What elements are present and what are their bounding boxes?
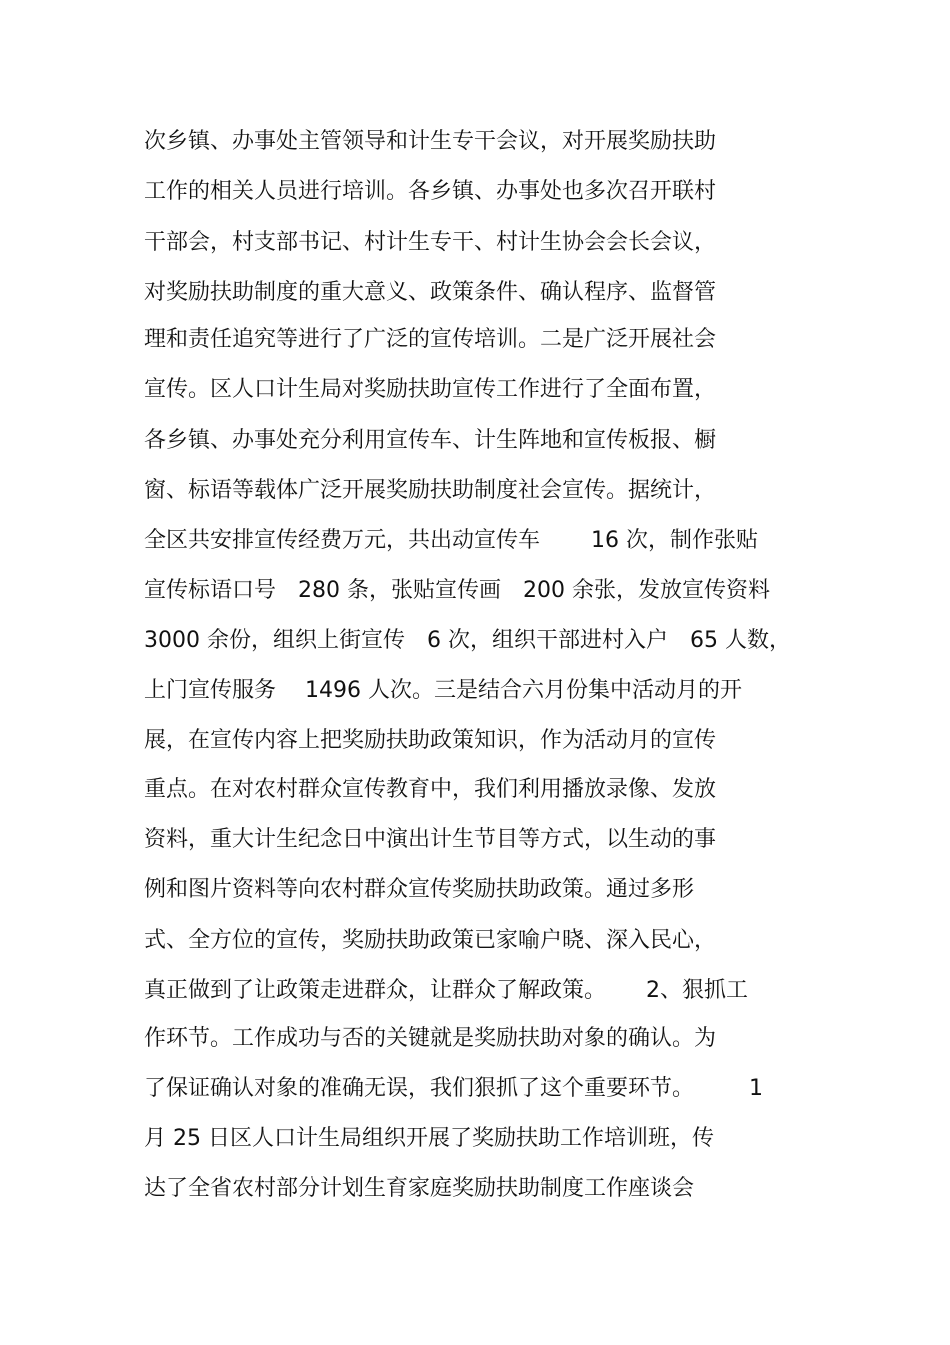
text-line: 了保证确认对象的准确无误，我们狠抓了这个重要环节。 1 (144, 1076, 763, 1101)
text-line: 例和图片资料等向农村群众宣传奖励扶助政策。通过多形 (144, 877, 695, 902)
text-line: 上门宣传服务 1496 人次。三是结合六月份集中活动月的开 (144, 678, 742, 703)
text-line: 月 25 日区人口计生局组织开展了奖励扶助工作培训班，传 (144, 1126, 714, 1151)
text-line: 各乡镇、办事处充分利用宣传车、计生阵地和宣传板报、橱 (144, 428, 717, 453)
text-line: 工作的相关人员进行培训。各乡镇、办事处也多次召开联村 (144, 179, 717, 204)
text-line: 干部会，村支部书记、村计生专干、村计生协会会长会议， (144, 230, 717, 255)
text-line: 次乡镇、办事处主管领导和计生专干会议，对开展奖励扶助 (144, 129, 717, 154)
text-line: 理和责任追究等进行了广泛的宣传培训。二是广泛开展社会 (144, 327, 717, 352)
text-line: 资料，重大计生纪念日中演出计生节目等方式，以生动的事 (144, 827, 717, 852)
text-line: 宣传。区人口计生局对奖励扶助宣传工作进行了全面布置， (144, 377, 717, 402)
text-line: 窗、标语等载体广泛开展奖励扶助制度社会宣传。据统计， (144, 478, 717, 503)
text-line: 作环节。工作成功与否的关键就是奖励扶助对象的确认。为 (144, 1026, 717, 1051)
text-line: 重点。在对农村群众宣传教育中，我们利用播放录像、发放 (144, 777, 717, 802)
text-line: 真正做到了让政策走进群众，让群众了解政策。 2、狠抓工 (144, 978, 748, 1003)
text-line: 展，在宣传内容上把奖励扶助政策知识，作为活动月的宣传 (144, 728, 717, 753)
text-line: 3000 余份，组织上街宣传 6 次，组织干部进村入户 65 人数， (144, 628, 791, 653)
text-line: 达了全省农村部分计划生育家庭奖励扶助制度工作座谈会 (144, 1176, 695, 1201)
text-line: 全区共安排宣传经费万元，共出动宣传车 16 次，制作张贴 (144, 528, 758, 553)
text-line: 宣传标语口号 280 条，张贴宣传画 200 余张，发放宣传资料 (144, 578, 770, 603)
text-line: 式、全方位的宣传，奖励扶助政策已家喻户晓、深入民心， (144, 928, 717, 953)
text-line: 对奖励扶助制度的重大意义、政策条件、确认程序、监督管 (144, 280, 717, 305)
